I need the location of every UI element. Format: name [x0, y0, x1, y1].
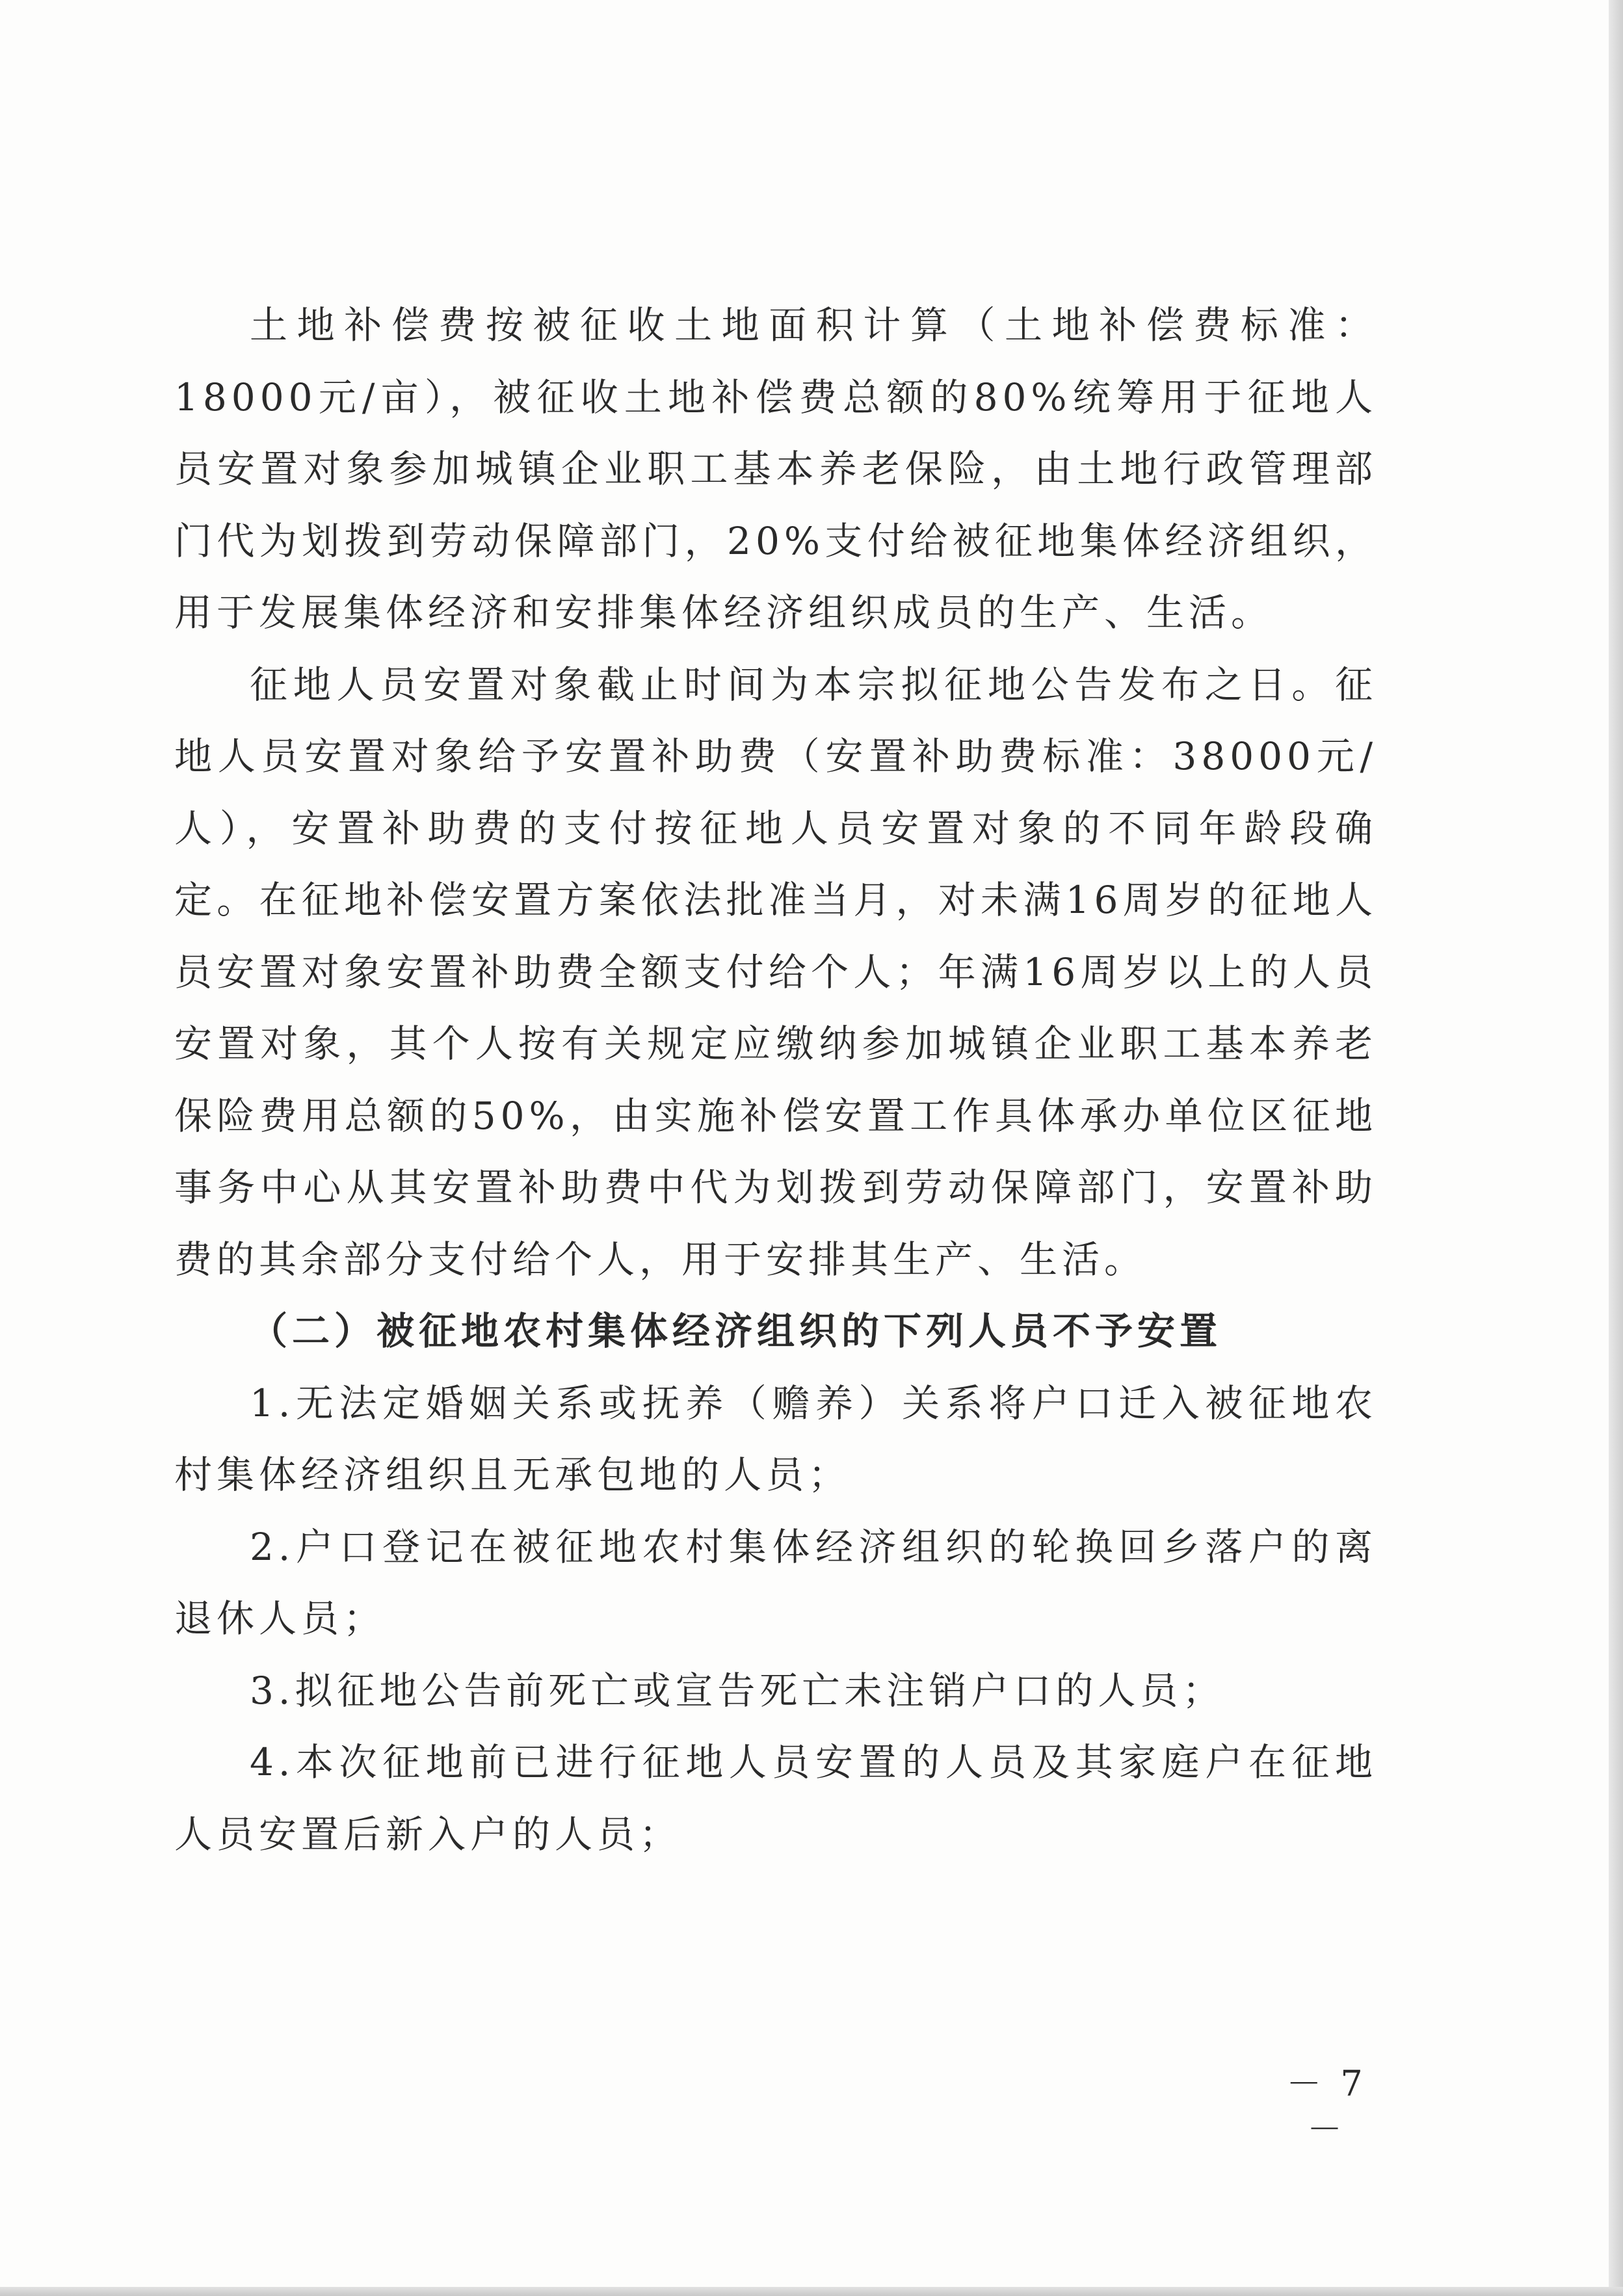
list-item: 3.拟征地公告前死亡或宣告死亡未注销户口的人员；: [250, 1668, 1225, 1713]
list-item: 1.无法定婚姻关系或抚养（赡养）关系将户口迁入被征地农村集体经济组织且无承包地的人员；: [174, 1380, 1377, 1497]
paragraph-land-compensation: 土地补偿费按被征收土地面积计算（土地补偿费标准：18000元/亩），被征收土地补偿费总额的80%统筹用于征地人员安置对象参加城镇企业职工基本养老保险，由土地行政管理部门代为划拨到劳动保障部门，20%支付给被征地集体经济组织，用于发展集体经济和安排集体经济组织成员的生产、生活。: [174, 303, 1377, 635]
document-body: [174, 289, 1377, 1870]
list-item: 4.本次征地前已进行征地人员安置的人员及其家庭户在征地人员安置后新入户的人员；: [174, 1740, 1377, 1856]
page-number: － 7 －: [1286, 2063, 1367, 2150]
scan-edge-right: [1609, 0, 1623, 2296]
paragraph-resettlement-subsidy: 征地人员安置对象截止时间为本宗拟征地公告发布之日。征地人员安置对象给予安置补助费（安置补助费标准：38000元/人），安置补助费的支付按征地人员安置对象的不同年龄段确定。在征地补偿安置方案依法批准当月，对未满16周岁的征地人员安置对象安置补助费全额支付给个人；年满16周岁以上的人员安置对象，其个人按有关规定应缴纳参加城镇企业职工基本养老保险费用总额的50%，由实施补偿安置工作具体承办单位区征地事务中心从其安置补助费中代为划拨到劳动保障部门，安置补助费的其余部分支付给个人，用于安排其生产、生活。: [174, 662, 1377, 1282]
scan-edge-bottom: [0, 2287, 1623, 2296]
section-heading: （二）被征地农村集体经济组织的下列人员不予安置: [250, 1309, 1222, 1353]
list-item: 2.户口登记在被征地农村集体经济组织的轮换回乡落户的离退休人员；: [174, 1524, 1377, 1641]
